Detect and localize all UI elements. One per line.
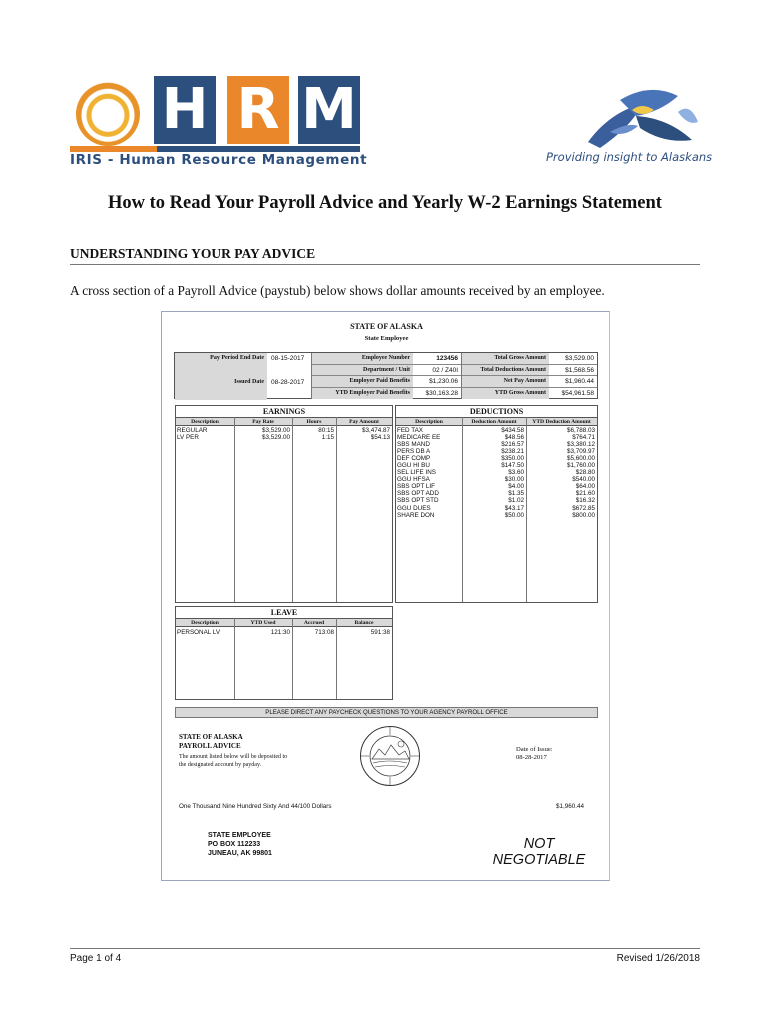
ytd-employer-benefits-label: YTD Employer Paid Benefits [311,388,413,400]
deduction-cell: DEF COMP [397,455,431,463]
amount-figure: $1,960.44 [556,803,585,810]
deductions-header-row [396,417,597,426]
deduction-cell: MEDICARE EE [397,434,441,442]
column-divider [234,618,235,699]
deduction-cell: $1.35 [508,490,524,498]
deduction-cell: $64.00 [575,483,595,491]
stub-employee-type: State Employee [364,335,409,342]
leave-cell: PERSONAL LV [177,629,221,636]
grid-divider [311,353,312,399]
earnings-cell: 80:15 [318,427,334,434]
leave-header-row [176,618,392,627]
deductions-title: DEDUCTIONS [469,407,524,416]
table-row [396,490,597,497]
summary-mid-row [311,388,461,400]
logo-letter-r: R [227,76,289,144]
table-row [396,462,597,469]
leave-box [175,606,393,700]
deductions-col-ytd: YTD Deduction Amount [532,419,591,425]
net-pay-label: Net Pay Amount [461,376,549,387]
deduction-cell: $5,600.00 [566,455,595,463]
summary-grid [174,352,598,399]
mailing-address [208,831,272,858]
iris-flower-icon [580,82,700,152]
not-negotiable-line: NEGOTIABLE [492,852,586,868]
date-of-issue-label: Date of Issue: [516,746,553,753]
table-row [396,469,597,476]
employee-number-value: 123456 [436,355,458,362]
table-row [396,455,597,462]
deduction-cell: SEL LIFE INS [397,469,436,477]
issued-date-label: Issued Date [175,365,267,400]
deduction-cell: $1.02 [508,497,524,505]
deductions-box [395,405,598,603]
deduction-cell: $800.00 [572,511,595,519]
pay-period-end-label: Pay Period End Date [175,353,267,365]
page-title: How to Read Your Payroll Advice and Yearly W-2 Earnings Statement [108,193,662,213]
earnings-cell: $54.13 [370,434,390,442]
questions-banner: PLEASE DIRECT ANY PAYCHECK QUESTIONS TO YOUR AGENCY PAYROLL OFFICE [175,707,598,718]
logo-letter-h: H [154,76,216,144]
summary-right-row [461,365,597,377]
deduction-cell: SBS OPT ADD [397,490,439,498]
column-divider [526,417,527,602]
deduction-cell: $43.17 [504,504,524,512]
leave-col-description: Description [191,620,219,626]
deduction-cell: $434.58 [501,427,524,434]
ytd-gross-value: $54,961.58 [561,389,594,397]
deduction-cell: $216.57 [501,441,524,449]
ytd-employer-benefits-value: $30,163.28 [425,389,458,397]
column-divider [336,417,337,602]
summary-mid-row [311,353,461,365]
tagline: Providing insight to Alaskans [546,150,713,164]
summary-right [461,353,597,399]
deduction-cell: $3,709.97 [566,448,595,456]
deduction-cell: SBS OPT LIF [397,483,436,491]
column-divider [462,417,463,602]
table-row [396,427,597,434]
earnings-title: EARNINGS [262,407,306,416]
leave-title: LEAVE [270,608,298,617]
earnings-header-row [176,417,392,426]
total-deductions-value: $1,568.56 [565,366,594,374]
deduction-cell: $1,760.00 [566,462,595,470]
advice-note-line: the designated account by payday. [179,762,262,768]
deductions-col-amount: Deduction Amount [471,419,517,425]
deduction-cell: $350.00 [501,455,524,463]
table-row [396,434,597,441]
table-row [396,512,597,519]
table-row [176,629,392,636]
table-row [396,483,597,490]
advice-org: STATE OF ALASKA [179,733,243,741]
deduction-cell: GGU HFSA [397,476,430,484]
leave-col-accrued: Accrued [303,620,325,626]
advice-title: PAYROLL ADVICE [179,741,241,750]
deduction-cell: $48.56 [504,434,524,442]
grid-divider [461,353,462,399]
employer-paid-benefits-label: Employer Paid Benefits [311,376,413,387]
earnings-cell: $3,529.00 [261,427,290,434]
paystub-sample [161,311,610,881]
summary-mid-row [311,365,461,377]
deduction-cell: $4.00 [508,483,524,491]
deduction-cell: $3,380.12 [566,441,595,449]
deduction-cell: GGU HI BU [397,462,430,470]
table-row [396,448,597,455]
total-deductions-label: Total Deductions Amount [461,365,549,376]
leave-col-ytd-used: YTD Used [250,620,276,626]
table-row [396,476,597,483]
earnings-cell: $3,474.87 [361,427,390,434]
deduction-cell: GGU DUES [397,504,431,512]
not-negotiable-line: NOT [523,836,555,852]
department-unit-label: Department / Unit [311,365,413,376]
state-seal-icon [359,725,421,787]
heading-rule [70,264,700,265]
ytd-gross-label: YTD Gross Amount [461,388,549,400]
logo-ring-tile [70,76,140,144]
address-line: STATE EMPLOYEE [208,832,271,839]
deduction-cell: $540.00 [572,476,595,484]
deduction-cell: $3.60 [508,469,524,477]
total-gross-label: Total Gross Amount [461,353,549,364]
earnings-col-pay-amount: Pay Amount [349,419,379,425]
deduction-cell: SBS MAND [397,441,430,449]
table-row [176,427,392,434]
leave-col-balance: Balance [354,620,374,626]
date-of-issue [516,746,553,762]
table-row [396,441,597,448]
earnings-cell: LV PER [177,434,199,442]
earnings-box [175,405,393,603]
leave-cell: 121:30 [270,629,290,636]
deduction-cell: FED TAX [397,427,424,434]
deductions-rows [396,427,597,519]
deductions-col-description: Description [415,419,443,425]
amount-in-words: One Thousand Nine Hundred Sixty And 44/100 Dollars [179,803,332,810]
address-line: PO BOX 112233 [208,841,261,848]
pay-period-end-value: 08-15-2017 [271,355,305,362]
advice-heading [179,733,243,750]
employee-number-label: Employee Number [311,353,413,364]
earnings-col-pay-rate: Pay Rate [252,419,274,425]
address-line: JUNEAU, AK 99801 [208,850,272,857]
column-divider [292,618,293,699]
leave-cell: 713:08 [314,629,334,636]
hrm-logo [70,76,370,168]
revised-date: Revised 1/26/2018 [616,953,700,964]
date-of-issue-value: 08-28-2017 [516,754,547,761]
deduction-cell: $6,788.03 [566,427,595,434]
deduction-cell: $30.00 [504,476,524,484]
page-number: Page 1 of 4 [70,953,122,964]
summary-right-row [461,376,597,388]
total-gross-value: $3,529.00 [565,355,594,362]
deduction-cell: $672.85 [572,504,595,512]
deduction-cell: $28.80 [575,469,595,477]
stub-org: STATE OF ALASKA [350,322,423,331]
logo-subtitle: IRIS - Human Resource Management [70,152,368,168]
earnings-col-description: Description [191,419,219,425]
earnings-cell: REGULAR [177,427,208,434]
deduction-cell: $21.60 [575,490,595,498]
summary-mid-row [311,376,461,388]
earnings-cell: $3,529.00 [261,434,290,442]
earnings-col-hours: Hours [306,419,322,425]
summary-right-row [461,388,597,400]
issued-date-value: 08-28-2017 [271,378,305,386]
footer-rule [70,948,700,949]
deduction-cell: SBS OPT STD [397,497,439,505]
summary-mid [311,353,461,399]
sun-ring-icon [76,82,140,146]
summary-right-row [461,353,597,365]
deduction-cell: PERS DB A [397,448,431,456]
table-row [396,497,597,504]
intro-paragraph: A cross section of a Payroll Advice (paystub) below shows dollar amounts received by an employee. [70,283,605,298]
deduction-cell: $50.00 [504,511,524,519]
table-row [176,434,392,441]
earnings-rows [176,427,392,441]
logo-letter-m: M [298,76,360,144]
deduction-cell: $764.71 [572,434,595,442]
section-heading: UNDERSTANDING YOUR PAY ADVICE [70,246,316,261]
not-negotiable-stamp [484,836,594,868]
deduction-cell: $147.50 [501,462,524,470]
column-divider [234,417,235,602]
table-row [396,505,597,512]
column-divider [336,618,337,699]
column-divider [292,417,293,602]
leave-cell: 591:38 [370,629,390,636]
advice-note [179,753,287,769]
deduction-cell: SHARE DON [397,511,435,519]
department-unit-value: 02 / Z40I [432,366,458,374]
net-pay-value: $1,960.44 [565,378,594,385]
earnings-cell: 1:15 [321,434,334,442]
deduction-cell: $238.21 [501,448,524,456]
advice-note-line: The amount listed below will be deposited to [179,754,288,760]
deduction-cell: $16.32 [575,497,595,505]
employer-paid-benefits-value: $1,230.06 [429,378,458,385]
